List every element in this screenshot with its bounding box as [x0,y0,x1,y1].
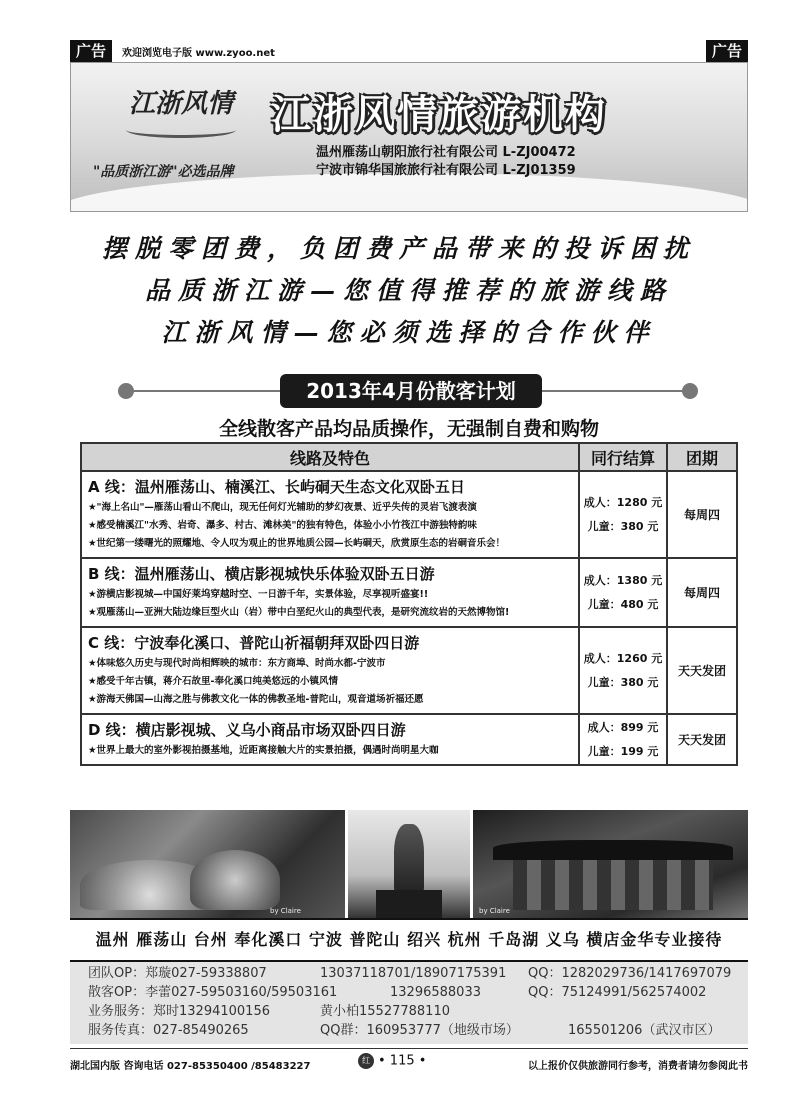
route-d-name: D 线：横店影视城、义乌小商品市场双卧四日游 [88,721,406,739]
photo-credit: by Claire [270,907,301,915]
statue-base [376,890,442,918]
route-a-point-1: ★"海上名山"—雁荡山看山不爬山，现无任何灯光辅助的梦幻夜景、近乎失传的灵岩飞渡表演 [88,502,477,513]
route-d-price [579,714,667,765]
route-c-price [579,627,667,714]
qq-group-2: 165501206（武汉市区） [568,1023,721,1038]
temple-hall [513,860,713,910]
table-row [81,471,737,558]
logo-text: 江浙风情 [128,89,233,119]
table-row [81,558,737,627]
route-c-point-3: ★游海天佛国—山海之胜与佛教文化一体的佛教圣地-普陀山，观音道场祈福还愿 [88,694,424,705]
dot-right-icon [682,383,698,399]
plan-title: 2013年4月份散客计划 [280,374,542,408]
photo-lotus [70,810,345,918]
routes-table [80,442,738,766]
route-d-adult: 成人：899 元 [587,720,659,734]
route-c-schedule: 天天发团 [667,627,737,714]
license-2: 宁波市锦华国旅旅行社有限公司 L-ZJ01359 [316,163,576,178]
route-a-cell [81,471,579,558]
logo-waves-icon [126,122,236,138]
logo [101,83,261,163]
dot-left-icon [118,383,134,399]
route-c-cell [81,627,579,714]
contact-row [88,1002,748,1021]
route-a-point-3: ★世纪第一缕曙光的照耀地、令人叹为观止的世界地质公园—长屿硐天，欣赏原生态的岩硐音乐会！ [88,538,506,549]
photo-credit: by Claire [479,907,510,915]
business-service: 业务服务：郑时13294100156 [88,1004,270,1019]
contacts-block [70,962,748,1044]
route-d-schedule: 天天发团 [667,714,737,765]
top-bar [70,40,748,62]
footer-disclaimer: 以上报价仅供旅游同行参考，消费者请勿参阅此书 [528,1061,748,1072]
slogan: "品质浙江游"必选品牌 [93,164,234,180]
business-service-2: 黄小柏15527788110 [320,1004,450,1019]
table-row [81,714,737,765]
service-fax: 服务传真：027-85490265 [88,1023,249,1038]
header-schedule: 团期 [667,443,737,471]
team-op: 团队OP：郑璇027-59338807 [88,966,267,981]
welcome-text: 欢迎浏览电子版 www.zyoo.net [122,48,275,59]
ad-label-right: 广告 [706,40,748,62]
page-number-area [358,1053,426,1069]
route-a-adult: 成人：1280 元 [583,495,663,509]
route-b-name: B 线：温州雁荡山、横店影视城快乐体验双卧五日游 [88,565,435,583]
route-c-point-1: ★体味悠久历史与现代时尚相辉映的城市：东方商埠、时尚水都-宁波市 [88,658,386,669]
route-b-price [579,558,667,627]
route-b-point-1: ★游横店影视城—中国好莱坞穿越时空、一日游千年，实景体验，尽享视听盛宴!! [88,589,429,600]
footer [70,1048,748,1074]
photo-strip [70,810,748,918]
fit-op-mobile: 13296588033 [390,985,481,1000]
header-banner [70,62,748,212]
plan-title-row [118,374,698,408]
taglines [70,228,748,354]
tagline-1: 摆脱零团费，负团费产品带来的投诉困扰 [101,234,696,263]
license-1: 温州雁荡山朝阳旅行社有限公司 L-ZJ00472 [316,145,576,160]
route-c-child: 儿童：380 元 [587,675,659,689]
footer-hotline: 湖北国内版 咨询电话 027-85350400 /85483227 [70,1061,311,1072]
lotus-flower-icon [190,850,280,910]
header-price: 同行结算 [579,443,667,471]
header-route: 线路及特色 [81,443,579,471]
tagline-2: 品质浙江游—您值得推荐的旅游线路 [144,276,673,305]
route-b-adult: 成人：1380 元 [583,573,663,587]
route-b-child: 儿童：480 元 [587,597,659,611]
route-d-point-1: ★世界上最大的室外影视拍摄基地，近距离接触大片的实景拍摄，偶遇时尚明星大咖 [88,745,439,756]
table-row [81,627,737,714]
guanyin-statue-icon [394,824,424,894]
route-a-price [579,471,667,558]
route-a-name: A 线：温州雁荡山、楠溪江、长屿硐天生态文化双卧五日 [88,478,465,496]
table-header-row [81,443,737,471]
contact-row [88,983,748,1002]
route-b-schedule: 每周四 [667,558,737,627]
ad-label-left: 广告 [70,40,112,62]
team-op-qq: QQ：1282029736/1417697079 [528,966,732,981]
fit-op: 散客OP：李蕾027-59503160/59503161 [88,985,338,1000]
route-d-cell [81,714,579,765]
team-op-mobile: 13037118701/18907175391 [320,966,507,981]
route-c-name: C 线：宁波奉化溪口、普陀山祈福朝拜双卧四日游 [88,634,420,652]
route-a-point-2: ★感受楠溪江"水秀、岩奇、瀑多、村古、滩林美"的独有特色，体验小小竹筏江中游独特韵味 [88,520,477,531]
route-a-schedule: 每周四 [667,471,737,558]
contact-row [88,1021,748,1040]
photo-statue [348,810,470,918]
photo-temple [473,810,748,918]
route-a-child: 儿童：380 元 [587,519,659,533]
page-number: • 115 • [378,1053,427,1069]
route-d-child: 儿童：199 元 [587,744,659,758]
cities-strip: 温州 雁荡山 台州 奉化溪口 宁波 普陀山 绍兴 杭州 千岛湖 义乌 横店金华专业接待 [70,918,748,962]
tagline-3: 江浙风情—您必须选择的合作伙伴 [161,318,657,347]
route-b-cell [81,558,579,627]
route-c-adult: 成人：1260 元 [583,651,663,665]
temple-roof-icon [493,840,733,860]
route-c-point-2: ★感受千年古镇，蒋介石故里-奉化溪口纯美悠远的小镇风情 [88,676,338,687]
route-b-point-2: ★观雁荡山—亚洲大陆边缘巨型火山（岩）带中白垩纪火山的典型代表，是研究流纹岩的天然博物馆! [88,607,510,618]
quality-note: 全线散客产品均品质操作，无强制自费和购物 [218,418,599,440]
page-badge-icon: 红 [358,1053,374,1069]
fit-op-qq: QQ：75124991/562574002 [528,985,707,1000]
qq-group: QQ群：160953777（地级市场） [320,1023,519,1038]
contact-row [88,964,748,983]
brand-title: 江浙风情旅游机构 [271,92,607,138]
